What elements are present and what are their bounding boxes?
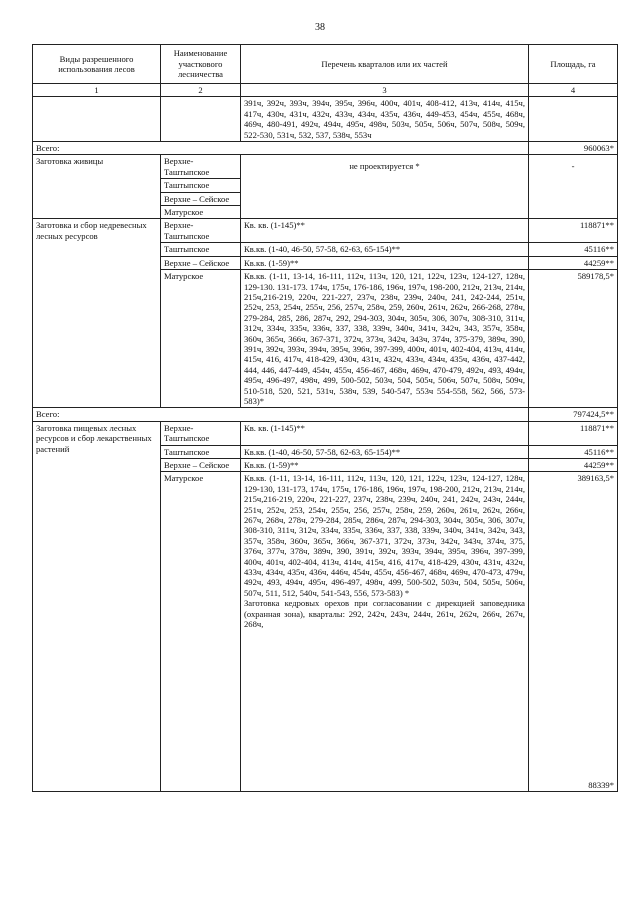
area-cell: 45116** (529, 445, 618, 458)
not-planned-note: не проектируется * (241, 155, 529, 219)
forestry-cell: Верхне – Сейское (161, 192, 241, 205)
table-row (33, 155, 618, 179)
table-row (33, 219, 618, 243)
total-value: 797424,5** (529, 408, 618, 421)
area-cell: - (529, 155, 618, 219)
page-number: 38 (315, 22, 325, 33)
area-cell (529, 472, 618, 792)
quarters-cell: Кв. кв. (1-145)** (241, 219, 529, 243)
forest-use-table (32, 44, 618, 792)
forestry-cell: Таштыпское (161, 445, 241, 458)
use-type-cell: Заготовка и сбор недревесных лесных ресурсов (33, 219, 161, 408)
header-use-type: Виды разрешенного использования лесов (33, 45, 161, 84)
forestry-cell: Верхне – Сейское (161, 459, 241, 472)
column-number: 4 (529, 84, 618, 97)
table-row (33, 421, 618, 445)
total-row (33, 142, 618, 155)
area-cell: 118871** (529, 421, 618, 445)
quarters-cell: Кв.кв. (1-40, 46-50, 57-58, 62-63, 65-154)** (241, 445, 529, 458)
forestry-cell: Таштыпское (161, 179, 241, 192)
forestry-cell: Матурское (161, 472, 241, 792)
area-cell: 45116** (529, 243, 618, 256)
column-number: 2 (161, 84, 241, 97)
quarters-cell: 391ч, 392ч, 393ч, 394ч, 395ч, 396ч, 400ч, 401ч, 408-412, 413ч, 414ч, 415ч, 417ч, 430ч, 431ч, 432ч, 433ч, 434ч, 435ч, 436ч, 449-453, 454ч, 455ч, 468ч, 469ч, 480-491, 492ч, 494ч, 495ч, 498ч, 503ч, 505ч, 506ч, 507ч, 508ч, 509ч, 522-530, 531ч, 532, 537, 538ч, 553ч (241, 97, 529, 142)
forestry-cell: Верхне-Таштыпское (161, 155, 241, 179)
header-area: Площадь, га (529, 45, 618, 84)
forestry-cell: Матурское (161, 206, 241, 219)
forestry-cell: Таштыпское (161, 243, 241, 256)
use-type-cell: Заготовка живицы (33, 155, 161, 219)
forestry-cell: Верхне-Таштыпское (161, 219, 241, 243)
cedar-nuts-note: Заготовка кедровых орехов при согласовании с дирекцией заповедника (охранная зона), кварталы: 292, 242ч, 243ч, 244ч, 261ч, 262ч, 266ч, 267ч, 268ч, (244, 598, 525, 630)
area-cell: 44259** (529, 459, 618, 472)
quarters-cell: Кв.кв. (1-11, 13-14, 16-111, 112ч, 113ч, 120, 121, 122ч, 123ч, 124-127, 128ч, 129-130. 131-173. 174ч, 175ч, 176-186, 196ч, 197ч, 198-200, 212ч, 213ч, 214ч, 215ч,216-219, 220ч, 221-227, 237ч, 238ч, 239ч, 240ч, 241, 242-244, 251ч, 252ч, 253, 254ч, 255ч, 256, 257ч, 258ч, 259, 260ч, 261ч, 262ч, 266-268, 278ч, 279-284, 285, 286, 287ч, 292, 294-303, 304ч, 305ч, 306, 307ч, 308-310, 311ч, 312ч, 334ч, 335ч, 336ч, 337, 338, 339ч, 340ч, 341ч, 342ч, 343, 357ч, 358ч, 360ч, 365ч, 366ч, 367-371, 372ч, 373ч, 342ч, 343ч, 374ч, 375-379, 389ч, 390, 391ч, 392ч, 393ч, 394ч, 395ч, 396ч, 397-399, 400ч, 401ч, 402-404, 413ч, 414ч, 415ч, 416, 417ч, 418-429, 430ч, 431ч, 432ч, 433ч, 434ч, 435ч, 436ч, 437-442, 444, 446, 447-449, 454ч, 455ч, 456-467, 468ч, 469ч, 470-479, 492ч, 493, 494ч, 495ч, 496-497, 498ч, 499, 500-502, 503ч, 504, 505ч, 506ч, 507ч, 508ч, 509ч, 510-518, 520, 521, 531ч, 538ч, 539, 540-547, 553ч 554-558, 562, 566, 573-583)* (241, 270, 529, 408)
quarters-cell: Кв.кв. (1-59)** (241, 256, 529, 269)
area-cell: 44259** (529, 256, 618, 269)
forestry-cell: Верхне – Сейское (161, 256, 241, 269)
area-cell: 118871** (529, 219, 618, 243)
cedar-area-value: 88339* (588, 779, 614, 790)
quarters-list: Кв.кв. (1-11, 13-14, 16-111, 112ч, 113ч, 120, 121, 122ч, 123ч, 124-127, 128ч, 129-130, 131-173, 174ч, 175ч, 176-186, 196ч, 197ч, 198-200, 212ч, 213ч, 214ч, 215ч,216-219, 220ч, 221-227, 237ч, 238ч, 239ч, 240ч, 241, 242ч, 243ч, 244ч, 251ч, 252ч, 253, 254ч, 255ч, 256, 257ч, 258ч, 259, 260ч, 261ч, 262ч, 266ч, 267ч, 268ч, 278ч, 279-284, 285ч, 286ч, 287ч, 294-303, 304ч, 305ч, 306, 307ч, 308-310, 311ч, 312ч, 334ч, 335ч, 336ч, 337, 338, 339ч, 340ч, 341ч, 342ч, 343, 357ч, 358ч, 360ч, 365ч, 366ч, 367-371, 372ч, 373ч, 342ч, 343ч, 374ч, 375, 376ч, 377ч, 378ч, 389ч, 390, 391ч, 392ч, 393ч, 394ч, 395ч, 396ч, 397-399, 400ч, 401ч, 402-404, 413ч, 414ч, 415ч, 416, 417ч, 418-429, 430ч, 431ч, 432ч, 433ч, 434ч, 435ч, 436ч, 446ч, 454ч, 455ч, 456-467, 468ч, 469ч, 470-473, 479ч, 492ч, 493, 494ч, 495ч, 496-497, 498ч, 499, 500-502, 503ч, 504, 505ч, 506ч, 507ч, 511, 512, 540ч, 541-543, 556, 573-583) * (244, 473, 525, 598)
quarters-cell: Кв.кв. (1-40, 46-50, 57-58, 62-63, 65-154)** (241, 243, 529, 256)
forestry-cell: Верхне-Таштыпское (161, 421, 241, 445)
quarters-cell (241, 472, 529, 792)
column-number: 1 (33, 84, 161, 97)
quarters-cell: Кв.кв. (1-59)** (241, 459, 529, 472)
column-number: 3 (241, 84, 529, 97)
quarters-cell: Кв. кв. (1-145)** (241, 421, 529, 445)
total-row (33, 408, 618, 421)
use-type-cell: Заготовка пищевых лесных ресурсов и сбор лекарственных растений (33, 421, 161, 791)
header-forestry: Наименование участкового лесничества (161, 45, 241, 84)
area-cell: 589178,5* (529, 270, 618, 408)
table-header-row (33, 45, 618, 84)
total-value: 960063* (529, 142, 618, 155)
total-label: Всего: (33, 142, 529, 155)
total-label: Всего: (33, 408, 529, 421)
header-quarters: Перечень кварталов или их частей (241, 45, 529, 84)
table-row (33, 97, 618, 142)
forestry-cell: Матурское (161, 270, 241, 408)
column-number-row (33, 84, 618, 97)
area-value: 389163,5* (577, 473, 614, 484)
